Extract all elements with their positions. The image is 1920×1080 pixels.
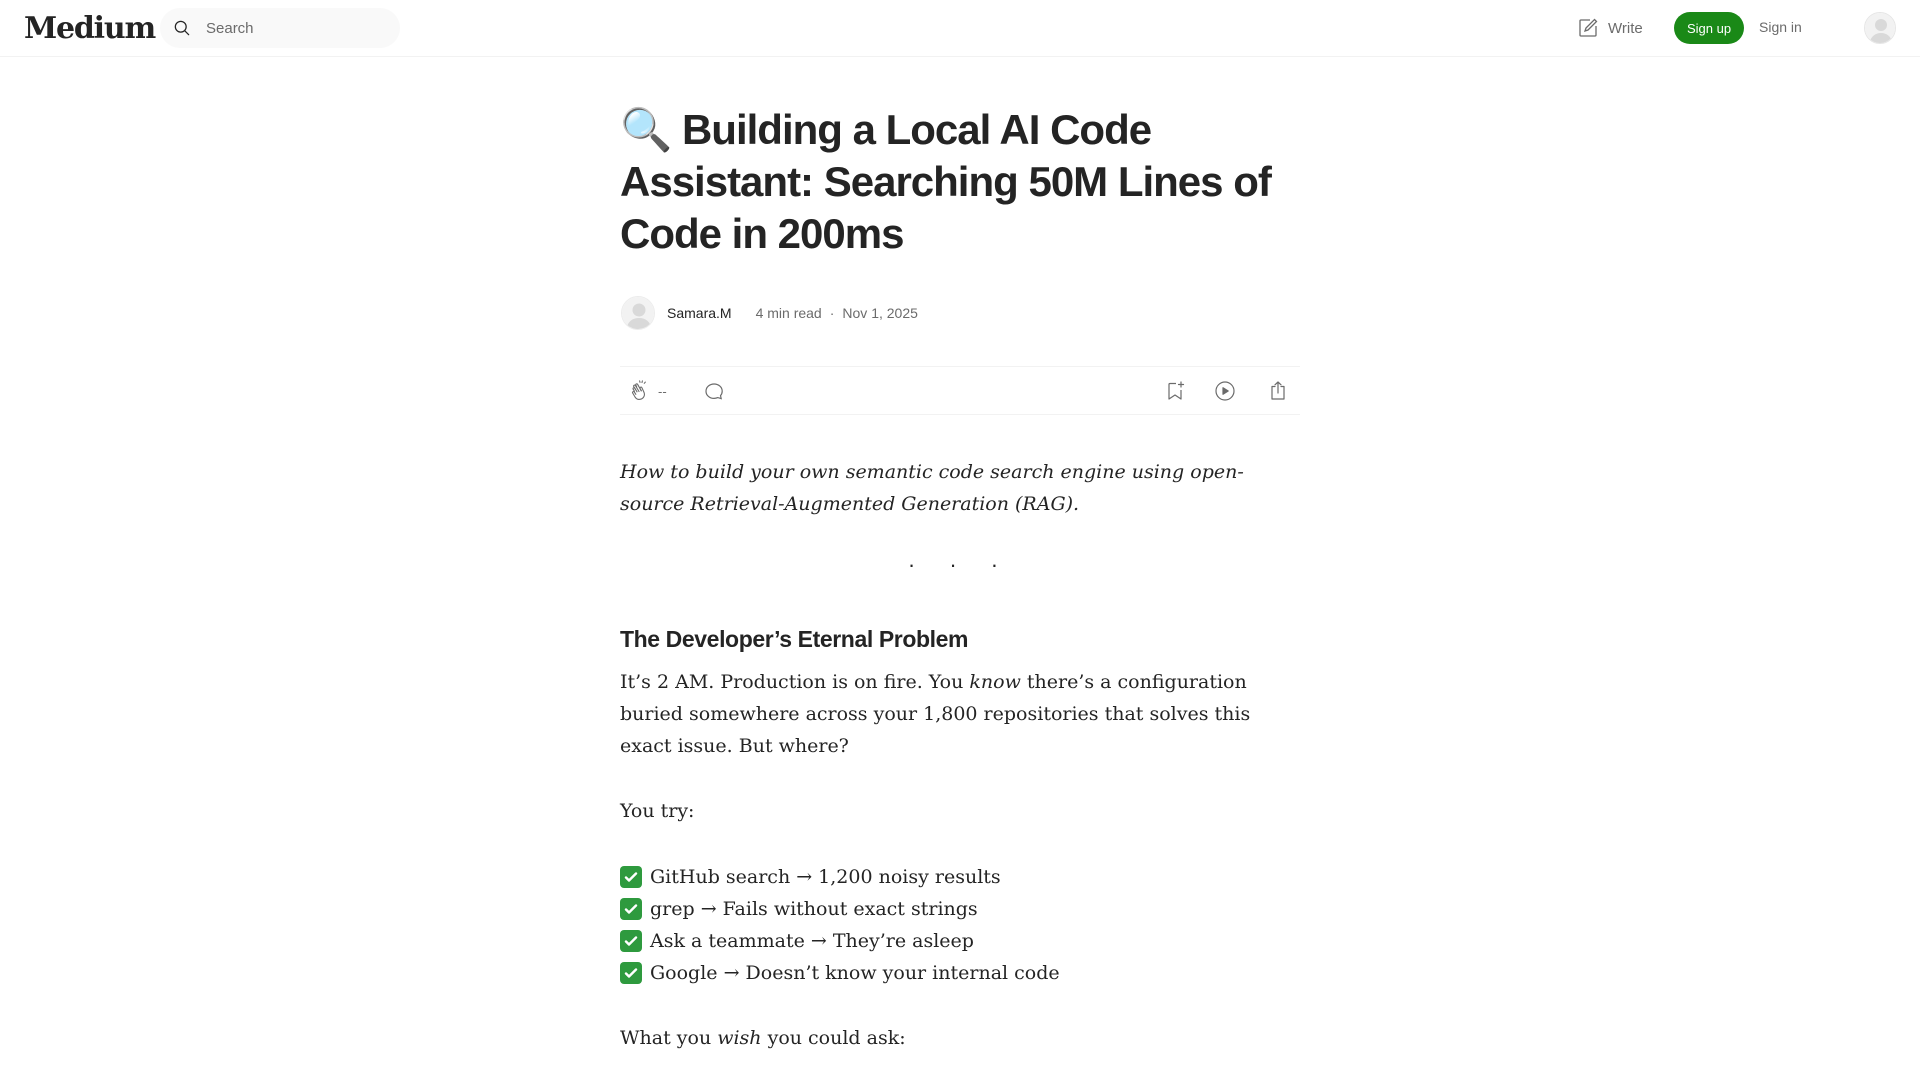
byline [620, 295, 1300, 331]
publish-date: Nov 1, 2025 [842, 305, 918, 321]
paragraph-text: It’s 2 AM. Production is on fire. You [620, 671, 970, 693]
share-icon [1266, 379, 1290, 403]
response-button[interactable] [702, 379, 726, 403]
check-mark-icon [620, 930, 642, 952]
comment-icon [702, 379, 726, 403]
share-button[interactable] [1266, 379, 1290, 403]
section-separator: · · · [907, 552, 1013, 577]
list-item [620, 925, 1300, 957]
clap-icon [628, 379, 652, 403]
listen-button[interactable] [1213, 379, 1237, 403]
bookmark-add-icon [1163, 379, 1187, 403]
article-action-bar [620, 366, 1300, 415]
sign-in-link[interactable]: Sign in [1759, 19, 1802, 35]
check-mark-icon [620, 962, 642, 984]
emphasis-text: wish [717, 1027, 762, 1049]
article-title-text: Building a Local AI Code Assistant: Searching 50M Lines of Code in 200ms [620, 106, 1271, 257]
article-subtitle: How to build your own semantic code search engine using open-source Retrieval-Augmented Generation (RAG). [620, 461, 1244, 515]
author-name[interactable]: Samara.M [667, 305, 732, 321]
attempts-list [620, 861, 1300, 989]
paragraph-intro [620, 666, 1300, 762]
paragraph-text: What you [620, 1027, 718, 1049]
play-icon [1213, 379, 1237, 403]
write-icon [1576, 16, 1600, 40]
section-heading: The Developer’s Eternal Problem [620, 626, 969, 652]
list-item-text: Ask a teammate → They’re asleep [650, 930, 974, 952]
search-box[interactable] [160, 8, 400, 48]
search-input[interactable] [206, 8, 386, 48]
list-item [620, 893, 1300, 925]
medium-logo[interactable]: Medium [24, 11, 156, 46]
write-button[interactable] [1576, 16, 1643, 40]
clap-count: -- [658, 383, 667, 399]
article-meta [756, 305, 918, 321]
paragraph-wish [620, 1022, 1300, 1054]
read-time: 4 min read [755, 305, 822, 321]
clap-button[interactable] [628, 379, 667, 403]
paragraph-you-try: You try: [620, 800, 695, 822]
meta-dot: · [829, 305, 835, 321]
emphasis-text: know [969, 671, 1021, 693]
search-icon [172, 18, 192, 38]
check-mark-icon [620, 866, 642, 888]
paragraph-text: you could ask: [761, 1027, 906, 1049]
author-avatar[interactable] [621, 296, 655, 330]
bookmark-button[interactable] [1163, 379, 1187, 403]
write-label: Write [1608, 19, 1643, 37]
list-item [620, 957, 1300, 989]
list-item-text: GitHub search → 1,200 noisy results [650, 866, 1001, 888]
check-mark-icon [620, 898, 642, 920]
list-item-text: Google → Doesn’t know your internal code [650, 962, 1060, 984]
user-avatar-icon[interactable] [1864, 12, 1896, 44]
paragraph-text: there’s a configuration buried somewhere across your 1,800 repositories that solves this exact issue. But where? [620, 671, 1251, 757]
article-title [620, 104, 1300, 260]
list-item-text: grep → Fails without exact strings [650, 898, 978, 920]
top-navigation [0, 0, 1920, 57]
magnifier-emoji-icon: 🔍 [620, 106, 672, 153]
sign-up-button[interactable]: Sign up [1674, 12, 1744, 44]
list-item [620, 861, 1300, 893]
